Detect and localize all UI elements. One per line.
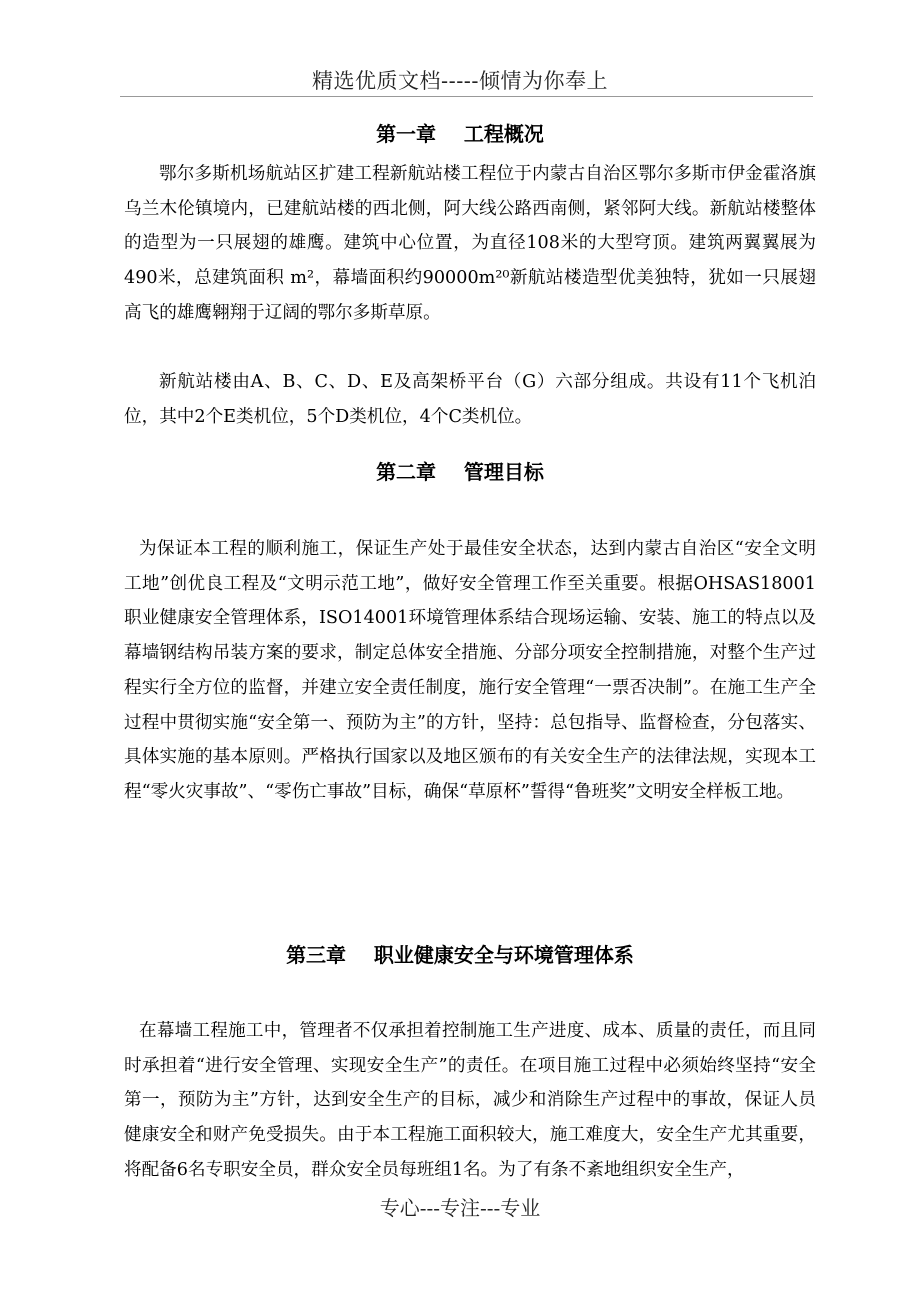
chapter-1-title: 第一章 工程概况	[376, 122, 544, 146]
page-footer: 专心---专注---专业	[379, 1196, 541, 1220]
chapter-2-paragraph-1: 为保证本工程的顺利施工，保证生产处于最佳安全状态，达到内蒙古自治区“安全文明工地”创优良工程及“文明示范工地”，做好安全管理工作至关重要。根据OHSAS18001职业健康安全管理体系，ISO14001环境管理体系结合现场运输、安装、施工的特点以及幕墙钢结构吊装方案的要求，制定总体安全措施、分部分项安全控制措施，对整个生产过程实行全方位的监督，并建立安全责任制度，施行安全管理“一票否决制”。在施工生产全过程中贯彻实施“安全第一、预防为主”的方针，坚持：总包指导、监督检查，分包落实、具体实施的基本原则。严格执行国家以及地区颁布的有关安全生产的法律法规，实现本工程“零火灾事故”、“零伤亡事故”目标，确保“草原杯”誓得“鲁班奖”文明安全样板工地。	[124, 539, 816, 802]
page-header: 精选优质文档-----倾情为你奉上	[312, 69, 608, 93]
chapter-1-paragraph-2: 新航站楼由A、B、C、D、E及高架桥平台（G）六部分组成。共设有11个飞机泊位，其中2个E类机位，5个D类机位，4个C类机位。	[124, 372, 816, 427]
chapter-1-paragraph-1: 鄂尔多斯机场航站区扩建工程新航站楼工程位于内蒙古自治区鄂尔多斯市伊金霍洛旗乌兰木伦镇境内，已建航站楼的西北侧，阿大线公路西南侧，紧邻阿大线。新航站楼整体的造型为一只展翅的雄鹰。建筑中心位置，为直径108米的大型穹顶。建筑两翼翼展为490米，总建筑面积 m²，幕墙面积约90000m²⁰新航站楼造型优美独特，犹如一只展翅高飞的雄鹰翱翔于辽阔的鄂尔多斯草原。	[124, 164, 816, 323]
chapter-3-paragraph-1: 在幕墙工程施工中，管理者不仅承担着控制施工生产进度、成本、质量的责任，而且同时承担着“进行安全管理、实现安全生产”的责任。在项目施工过程中必须始终坚持“安全第一，预防为主”方针，达到安全生产的目标，减少和消除生产过程中的事故，保证人员健康安全和财产免受损失。由于本工程施工面积较大，施工难度大，安全生产尤其重要，将配备6名专职安全员，群众安全员每班组1名。为了有条不紊地组织安全生产，	[124, 1021, 816, 1180]
chapter-3-title: 第三章 职业健康安全与环境管理体系	[286, 943, 634, 967]
chapter-2-title: 第二章 管理目标	[376, 460, 544, 484]
header-divider	[120, 96, 813, 97]
